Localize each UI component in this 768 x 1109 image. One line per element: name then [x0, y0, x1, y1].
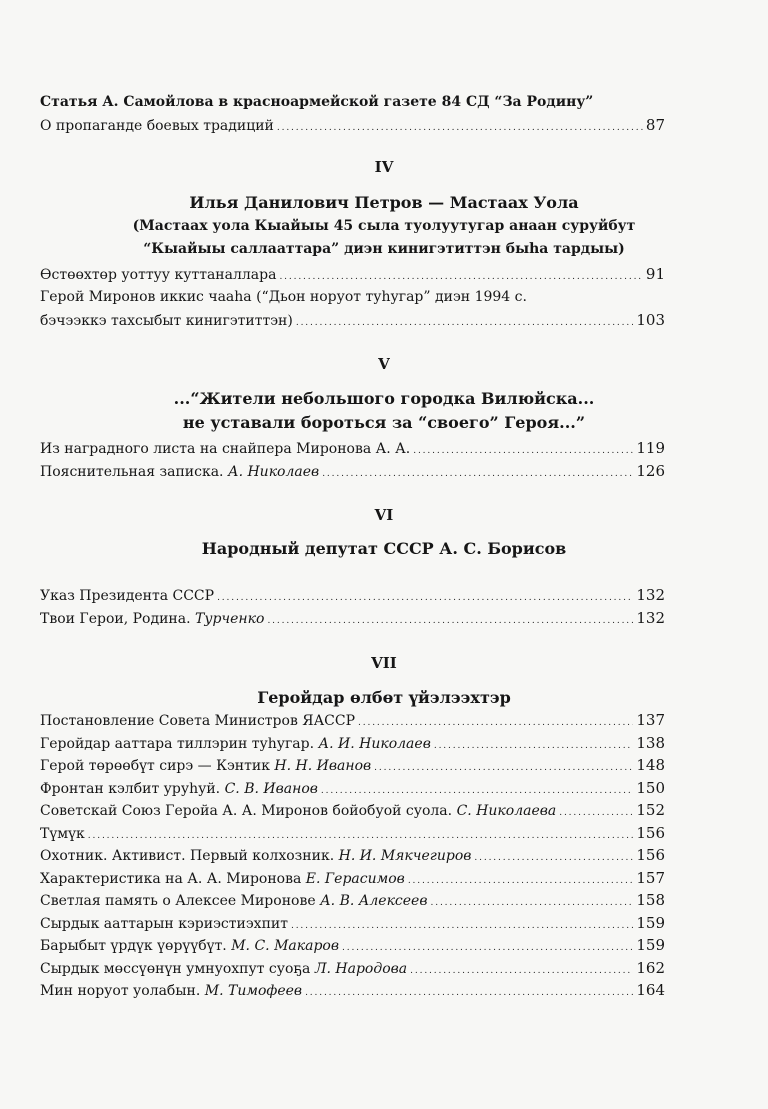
toc-entry — [40, 889, 665, 911]
toc-entry — [40, 114, 665, 136]
page-number: 162 — [636, 958, 665, 977]
leader-dots — [322, 461, 633, 485]
leader-dots — [410, 958, 633, 982]
entry-author: С. Николаева — [456, 803, 557, 819]
entry-title: Твои Герои, Родина. — [40, 611, 191, 627]
section-title: не уставали бороться за “своего” Героя...” — [182, 413, 586, 432]
entry-title: бэчээккэ тахсыбыт кинигэтиттэн) — [40, 313, 293, 329]
entry-title: Барыбыт үрдүк үөрүүбүт. — [40, 938, 227, 954]
entry-title-line1: Герой Миронов иккис чааһа (“Дьон норуот туһугар” диэн 1994 с. — [40, 289, 527, 305]
leader-dots — [413, 438, 633, 462]
leader-dots — [88, 823, 634, 847]
entry-title: Указ Президента СССР — [40, 588, 215, 604]
entry-title: Охотник. Активист. Первый колхозник. — [40, 848, 335, 864]
entry-title: Өстөөхтөр уоттуу куттаналлара — [40, 267, 277, 283]
entry-author: С. В. Иванов — [224, 780, 318, 797]
entry-author: М. Тимофеев — [204, 983, 303, 999]
page-number: 137 — [636, 711, 665, 729]
leader-dots — [374, 755, 633, 779]
section-subtitle: (Мастаах уола Кыайыы 45 сыла туолуутугар анаан суруйбут — [132, 218, 636, 234]
page-number: 156 — [636, 846, 665, 864]
entry-title: Герой төрөөбүт сирэ — Кэнтик — [40, 758, 270, 774]
toc-entry — [40, 754, 665, 776]
entry-title: Из наградного листа на снайпера Миронова А. А. — [40, 441, 411, 457]
page-number: 150 — [636, 778, 665, 797]
entry-title: О пропаганде боевых традиций — [40, 118, 274, 134]
page-number: 126 — [636, 462, 665, 480]
section-title: Народный депутат СССР А. С. Борисов — [201, 539, 567, 558]
entry-author: Н. Н. Иванов — [274, 758, 372, 774]
page-number: 132 — [636, 609, 665, 627]
page-number: 164 — [636, 981, 665, 999]
page-number: 159 — [636, 913, 665, 932]
entry-title: Сырдык ааттарын кэриэстиэхпит — [40, 915, 288, 932]
page-number: 87 — [645, 116, 665, 134]
leader-dots — [408, 868, 634, 892]
toc-entry — [40, 777, 665, 799]
toc-entry — [40, 460, 665, 482]
leader-dots — [267, 608, 633, 632]
leader-dots — [434, 733, 634, 757]
section-title: Илья Данилович Петров — Мастаах Уола — [189, 193, 579, 212]
page-number: 132 — [636, 586, 665, 604]
page-number: 119 — [636, 439, 665, 457]
article-heading: Статья А. Самойлова в красноармейской газете 84 СД “За Родину” — [40, 94, 594, 110]
leader-dots — [305, 980, 633, 1004]
leader-dots — [559, 800, 633, 824]
leader-dots — [296, 310, 634, 334]
entry-author: А. Николаев — [227, 464, 320, 480]
entry-title: Светлая память о Алексее Миронове — [40, 893, 316, 909]
page-number: 148 — [636, 756, 665, 774]
entry-title: Фронтан кэлбит уруһуй. — [40, 780, 221, 797]
entry-title: Геройдар ааттара тиллэрин туһугар. — [40, 735, 315, 752]
entry-author: Е. Герасимов — [305, 870, 405, 887]
entry-title: Пояснительная записка. — [40, 464, 224, 480]
entry-title: Советскай Союз Геройа А. А. Миронов бойобуой суола. — [40, 803, 453, 819]
section-subtitle: “Кыайыы саллааттара” диэн кинигэтиттэн быһа тардыы) — [143, 241, 625, 257]
entry-title: Постановление Совета Министров ЯАССР — [40, 713, 356, 729]
toc-entry — [40, 263, 665, 285]
leader-dots — [279, 264, 642, 288]
section-numeral: IV — [374, 158, 394, 176]
leader-dots — [474, 845, 633, 869]
toc-entry — [40, 934, 665, 956]
page-number: 156 — [636, 823, 665, 842]
leader-dots — [277, 115, 643, 139]
toc-entry — [40, 822, 665, 844]
page-number: 159 — [636, 936, 665, 954]
toc-entry — [40, 309, 665, 331]
page-number: 103 — [636, 311, 665, 329]
entry-author: А. И. Николаев — [318, 735, 431, 752]
entry-author: М. С. Макаров — [231, 938, 339, 954]
entry-title: Түмүк — [40, 825, 85, 842]
section-numeral: V — [378, 355, 390, 373]
leader-dots — [358, 710, 633, 734]
section-title: ...“Жители небольшого городка Вилюйска... — [173, 389, 595, 408]
leader-dots — [217, 585, 633, 609]
toc-entry — [40, 957, 665, 979]
toc-entry — [40, 799, 665, 821]
toc-entry — [40, 732, 665, 754]
leader-dots — [342, 935, 633, 959]
leader-dots — [431, 890, 634, 914]
entry-author: Турченко — [195, 611, 265, 627]
entry-title: Сырдык мөссүөнүн умнуохпут суоҕа — [40, 960, 311, 977]
section-numeral: VII — [371, 654, 397, 672]
page-number: 157 — [636, 868, 665, 887]
entry-author: Н. И. Мякчегиров — [338, 848, 472, 864]
toc-entry — [40, 437, 665, 459]
page-number: 158 — [636, 891, 665, 909]
section-numeral: VI — [374, 506, 394, 524]
page-number: 91 — [645, 265, 665, 283]
toc-entry — [40, 709, 665, 731]
toc-entry — [40, 584, 665, 606]
toc-entry — [40, 912, 665, 934]
entry-title: Мин норуот уолабын. — [40, 983, 201, 999]
toc-entry — [40, 979, 665, 1001]
leader-dots — [321, 778, 633, 802]
toc-entry — [40, 844, 665, 866]
leader-dots — [291, 913, 633, 937]
page-number: 138 — [636, 733, 665, 752]
toc-entry — [40, 867, 665, 889]
entry-title: Характеристика на А. А. Миронова — [40, 870, 302, 887]
section-title: Геройдар өлбөт үйэлээхтэр — [257, 688, 511, 707]
toc-entry — [40, 607, 665, 629]
entry-author: А. В. Алексеев — [320, 893, 428, 909]
entry-author: Л. Народова — [314, 960, 408, 977]
page-number: 152 — [636, 801, 665, 819]
